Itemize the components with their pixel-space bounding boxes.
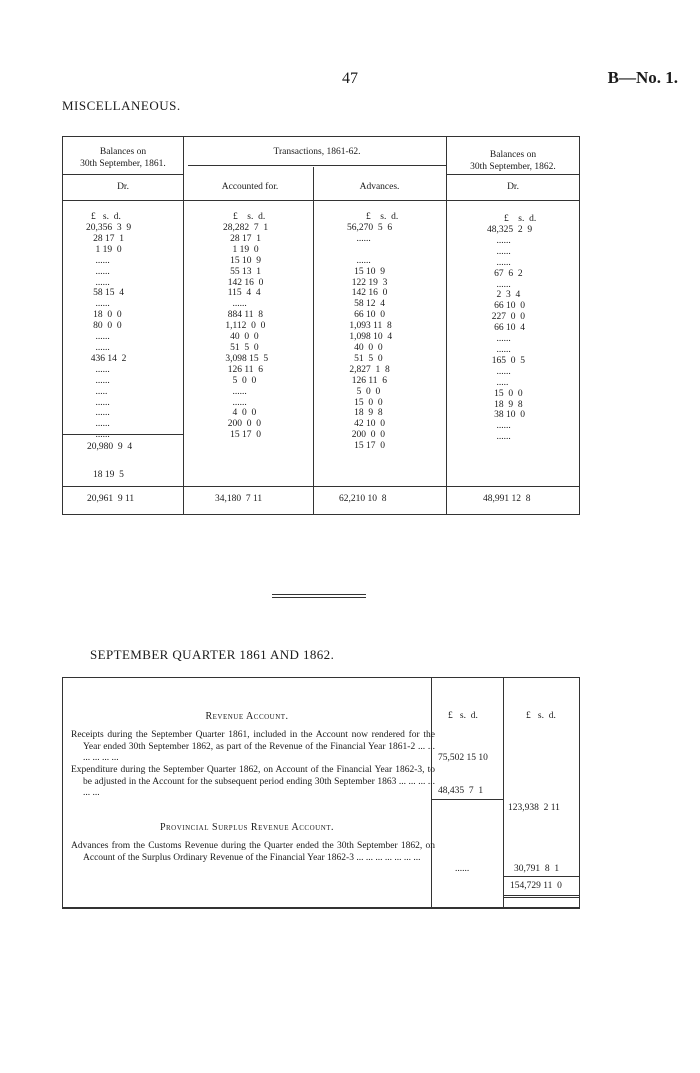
page-number: 47 <box>342 70 358 87</box>
unit-label: £ s. d. <box>526 711 556 721</box>
ornamental-divider <box>272 594 366 600</box>
unit-label: £ s. d. <box>448 711 478 721</box>
unit-label: £ s. d. <box>366 212 399 222</box>
expenditure-amount: 48,435 7 1 <box>438 786 484 796</box>
expenditure-description: Expenditure during the September Quarter 1862, on Account of the Financial Year 1862-3, to be adjusted in the Account for the subsequent period ending 30th September 1863 ... ... ... ... ... ... <box>71 765 435 798</box>
header-accounted-for: Accounted for. <box>221 182 279 192</box>
header-rule <box>63 174 183 175</box>
subtotal: 20,980 9 4 <box>87 442 133 452</box>
header-balances-1862: Balances on 30th September, 1862. <box>470 150 556 172</box>
advances-amount: 30,791 8 1 <box>514 864 560 874</box>
receipts-amount: 75,502 15 10 <box>438 753 488 763</box>
unit-label: £ s. d. <box>91 212 121 222</box>
header-rule <box>63 200 579 201</box>
total-double-rule <box>503 895 579 896</box>
less-amount: 18 19 5 <box>93 470 124 480</box>
total-advances: 62,210 10 8 <box>339 494 387 504</box>
document-reference: B—No. 1. <box>607 68 678 87</box>
advances-amount-placeholder: ...... <box>455 864 470 874</box>
advances-description: Advances from the Customs Revenue during the Quarter ended the 30th September 1862, on Account of the Surplus Ordinary Revenue of the Financial Year 1862-3 ... ... ... ... ... ... ... <box>71 841 435 863</box>
column-rule <box>183 137 184 514</box>
section-title-september-quarter: SEPTEMBER QUARTER 1861 AND 1862. <box>90 647 335 662</box>
column-rule <box>503 678 504 908</box>
revenue-total: 123,938 2 11 <box>508 803 560 813</box>
header-transactions: Transactions, 1861-62. <box>273 147 361 157</box>
surplus-account-heading: Provincial Surplus Revenue Account. <box>159 822 335 833</box>
balances-1862-column: 48,325 2 9 ...... ...... ...... 67 6 2 ...... 2 3 4 66 10 0 227 0 0 66 10 4 ...... ...... 165 0 5 ...... ..... 15 0 0 18 9 8 38 10 0 ...... ...... <box>487 225 533 443</box>
unit-label: £ s. d. <box>233 212 266 222</box>
header-advances: Advances. <box>359 182 400 192</box>
column-rule <box>313 167 314 514</box>
header-rule <box>188 165 446 166</box>
unit-label: £ s. d. <box>504 214 537 224</box>
grand-total: 154,729 11 0 <box>510 881 562 891</box>
total-double-rule <box>503 897 579 898</box>
september-quarter-table <box>62 677 580 909</box>
header-rule <box>446 174 579 175</box>
total-balances-1861: 20,961 9 11 <box>87 494 135 504</box>
receipts-description: Receipts during the September Quarter 1861, included in the Account now rendered for the Year ended 30th September 1862, as part of the Revenue of the Financial Year 1861-2 ... ... ... ... ... ... <box>71 730 435 763</box>
subtotal-rule <box>431 799 503 800</box>
advances-column: 56,270 5 6 ...... ...... 15 10 9 122 19 3 142 16 0 58 12 4 66 10 0 1,093 11 8 1,098 10 4 40 0 0 51 5 0 2,827 1 8 126 11 6 5 0 0 15 0 0 18 9 8 42 10 0 200 0 0 15 17 0 <box>347 223 393 452</box>
header-balances-1861: Balances on 30th September, 1861. <box>80 147 166 169</box>
total-rule <box>63 486 579 487</box>
miscellaneous-table <box>62 136 580 515</box>
header-dr-1: Dr. <box>117 182 129 192</box>
section-title: MISCELLANEOUS. <box>62 98 181 113</box>
accounted-for-column: 28,282 7 1 28 17 1 1 19 0 15 10 9 55 13 1 142 16 0 115 4 4 ...... 884 11 8 1,112 0 0 40 0 0 51 5 0 3,098 15 5 126 11 6 5 0 0 ...... ...... 4 0 0 200 0 0 15 17 0 <box>223 223 269 441</box>
total-rule <box>503 876 579 877</box>
total-balances-1862: 48,991 12 8 <box>483 494 531 504</box>
balances-1861-column: 20,356 3 9 28 17 1 1 19 0 ...... ...... ...... 58 15 4 ...... 18 0 0 80 0 0 ...... ...... 436 14 2 ...... ...... ..... ...... ...... ...... ...... <box>86 223 132 441</box>
revenue-account-heading: Revenue Account. <box>205 711 289 722</box>
total-accounted-for: 34,180 7 11 <box>215 494 263 504</box>
header-dr-2: Dr. <box>507 182 519 192</box>
column-rule <box>446 137 447 514</box>
